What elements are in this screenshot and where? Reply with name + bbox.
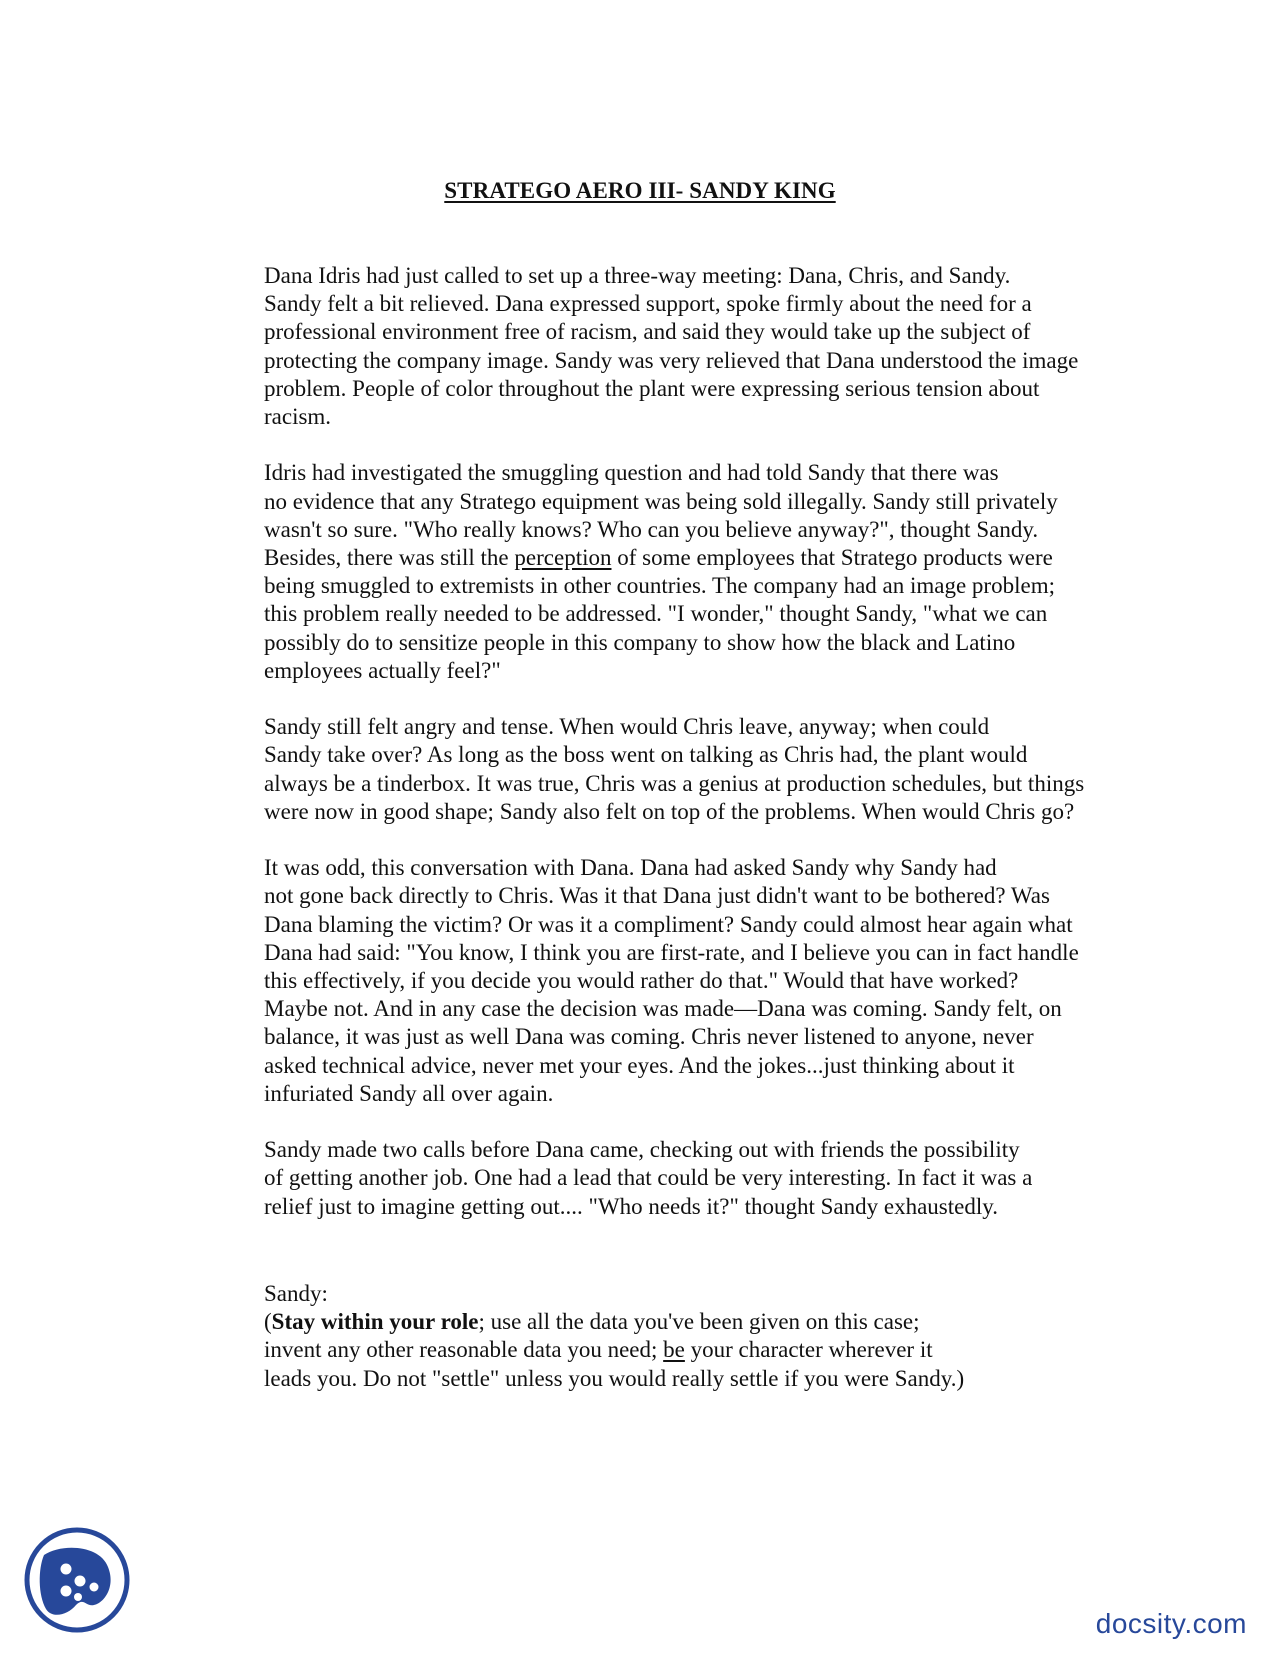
p4-line: Dana had said: "You know, I think you are first-rate, and I believe you can in fact handle [264, 939, 1079, 965]
role-line-1 [264, 1308, 1064, 1336]
paragraph-3 [189, 713, 1099, 826]
role-line-2 [264, 1336, 1064, 1364]
p4-line: asked technical advice, never met your eyes. And the jokes...just thinking about it [264, 1052, 1015, 1078]
p2-line: being smuggled to extremists in other countries. The company had an image problem; [264, 573, 1055, 599]
p1-line: protecting the company image. Sandy was very relieved that Dana understood the image [264, 347, 1079, 373]
paragraph-1 [189, 262, 1099, 431]
p5-line: of getting another job. One had a lead that could be very interesting. In fact it was a [264, 1165, 1033, 1191]
docsity-brand-link[interactable]: docsity.com [1095, 1608, 1247, 1639]
document-body [189, 262, 1099, 1249]
p2-line: no evidence that any Stratego equipment was being sold illegally. Sandy still privately [264, 488, 1058, 514]
p5-line: relief just to imagine getting out.... "Who needs it?" thought Sandy exhaustedly. [264, 1193, 998, 1219]
p2-line: Idris had investigated the smuggling question and had told Sandy that there was [264, 460, 999, 486]
p4-line: infuriated Sandy all over again. [264, 1080, 554, 1106]
p2-line: wasn't so sure. "Who really knows? Who can you believe anyway?", thought Sandy. [264, 516, 1039, 542]
p2-line: this problem really needed to be addressed. "I wonder," thought Sandy, "what we can [264, 601, 1048, 627]
paragraph-4 [189, 854, 1099, 1108]
role-line-3: leads you. Do not "settle" unless you would really settle if you were Sandy.) [264, 1365, 965, 1391]
p3-line: always be a tinderbox. It was true, Chris was a genius at production schedules, but things [264, 770, 1085, 796]
p3-line: Sandy take over? As long as the boss went on talking as Chris had, the plant would [264, 742, 1028, 768]
p2-line-segment: Besides, there was still the [264, 545, 515, 571]
p3-line: Sandy still felt angry and tense. When would Chris leave, anyway; when could [264, 714, 990, 740]
p1-line: Dana Idris had just called to set up a three-way meeting: Dana, Chris, and Sandy. [264, 263, 1011, 288]
p4-line: this effectively, if you decide you would rather do that." Would that have worked? [264, 968, 1019, 994]
p1-line: racism. [264, 404, 332, 430]
p4-line: It was odd, this conversation with Dana. Dana had asked Sandy why Sandy had [264, 855, 997, 881]
p3-line: were now in good shape; Sandy also felt on top of the problems. When would Chris go? [264, 798, 1075, 824]
role-open-paren: ( [264, 1309, 272, 1335]
paragraph-2 [189, 459, 1099, 685]
p1-line: problem. People of color throughout the plant were expressing serious tension about [264, 375, 1040, 401]
document-title: STRATEGO AERO III- SANDY KING [444, 178, 836, 203]
underlined-word-perception: perception [514, 545, 612, 571]
p2-line: possibly do to sensitize people in this company to show how the black and Latino [264, 629, 1016, 655]
p2-line-segment: of some employees that Stratego products were [611, 545, 1053, 571]
p1-line: Sandy felt a bit relieved. Dana expressed support, spoke firmly about the need for a [264, 291, 1032, 317]
paragraph-5 [189, 1136, 1099, 1221]
p5-line: Sandy made two calls before Dana came, checking out with friends the possibility [264, 1137, 1020, 1163]
bold-phrase-stay-within-role: Stay within your role [271, 1309, 479, 1335]
p2-line-with-underline [189, 544, 1099, 572]
p4-line: balance, it was just as well Dana was coming. Chris never listened to anyone, never [264, 1024, 1034, 1050]
role-heading: Sandy: [264, 1281, 328, 1306]
role-line-segment: your character wherever it [684, 1337, 933, 1363]
p1-line: professional environment free of racism, and said they would take up the subject of [264, 319, 1031, 345]
underlined-word-be: be [663, 1337, 685, 1363]
p4-line: Dana blaming the victim? Or was it a compliment? Sandy could almost hear again what [264, 911, 1073, 937]
role-instructions [264, 1280, 1064, 1393]
role-line-segment: invent any other reasonable data you need; [264, 1337, 664, 1363]
p4-line: Maybe not. And in any case the decision was made—Dana was coming. Sandy felt, on [264, 996, 1062, 1022]
p2-line: employees actually feel?" [264, 657, 501, 683]
p4-line: not gone back directly to Chris. Was it that Dana just didn't want to be bothered? Was [264, 883, 1050, 909]
docsity-logo-icon[interactable] [22, 1525, 132, 1635]
role-line-segment: ; use all the data you've been given on this case; [478, 1309, 920, 1335]
